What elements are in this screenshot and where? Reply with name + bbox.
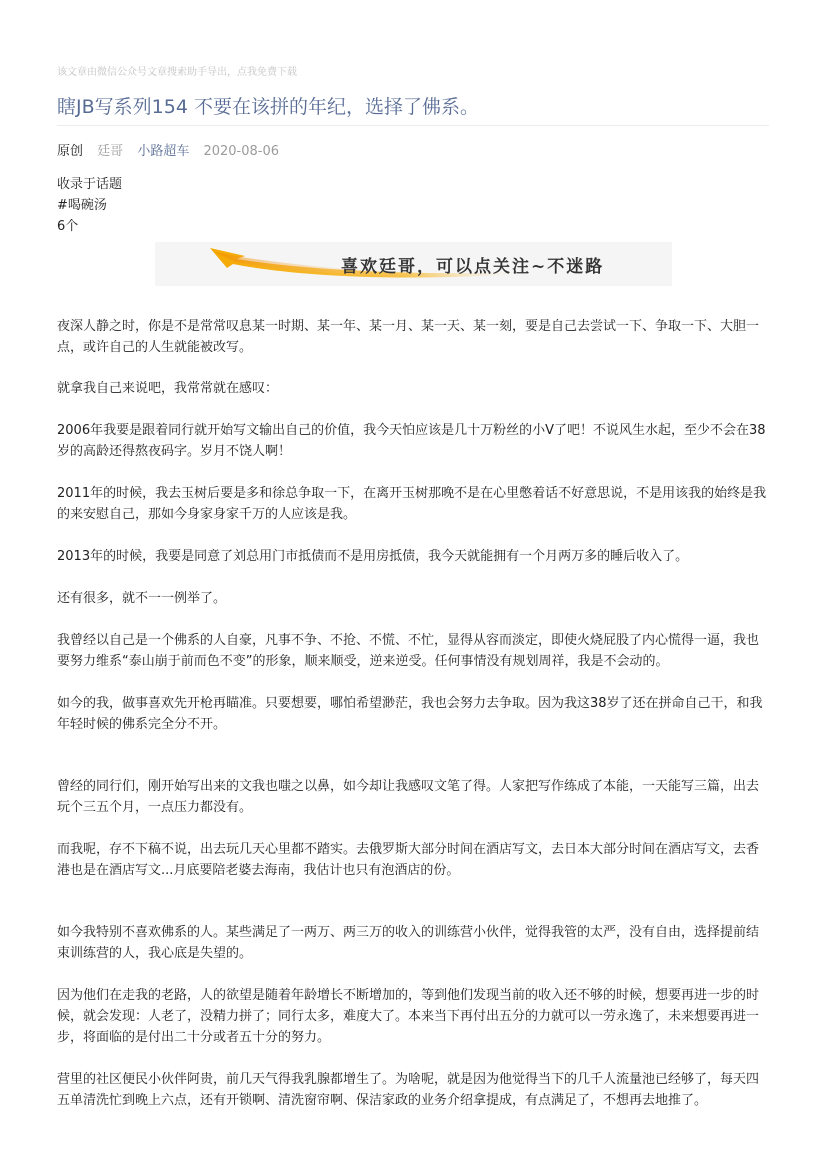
title-divider [57,125,769,126]
author-name: 廷哥 [97,144,124,159]
paragraph: 2011年的时候，我去玉树后要是多和徐总争取一下，在离开玉树那晚不是在心里憋着话不好意思说，不是用该我的始终是我的来安慰自己，那如今身家身家千万的人应该是我。 [57,486,767,522]
paragraph: 营里的社区便民小伙伴阿贵，前几天气得我乳腺都增生了。为啥呢，就是因为他觉得当下的几千人流量池已经够了，每天四五单清洗忙到晚上六点，还有开锁啊、清洗窗帘啊、保洁家政的业务介绍拿提成，有点满足了，不想再去地推了。 [57,1072,760,1108]
paragraph: 因为他们在走我的老路，人的欲望是随着年龄增长不断增加的，等到他们发现当前的收入还不够的时候，想要再进一步的时候，就会发现：人老了，没精力拼了；同行太多，难度大了。本来当下再付出五分的力就可以一劳永逸了，未来想要再进一步，将面临的是付出二十分或者五十分的努力。 [57,988,760,1045]
paragraph: 如今我特别不喜欢佛系的人。某些满足了一两万、两三万的收入的训练营小伙伴，觉得我管的太严，没有自由，选择提前结束训练营的人，我心底是失望的。 [57,925,760,961]
paragraph: 如今的我，做事喜欢先开枪再瞄准。只要想要，哪怕希望渺茫，我也会努力去争取。因为我这38岁了还在拼命自己干，和我年轻时候的佛系完全分不开。 [57,696,763,732]
article-meta [57,140,289,159]
topic-tag-link[interactable]: #喝碗汤 [57,198,107,213]
account-name-link[interactable]: 小路超车 [137,144,190,159]
paragraph: 2013年的时候，我要是同意了刘总用门市抵债而不是用房抵债，我今天就能拥有一个月两万多的睡后收入了。 [57,549,689,564]
paragraph: 而我呢，存不下稿不说，出去玩几天心里都不踏实。去俄罗斯大部分时间在酒店写文，去日本大部分时间在酒店写文，去香港也是在酒店写文...月底要陪老婆去海南，我估计也只有泡酒店的份。 [57,842,760,878]
paragraph: 曾经的同行们，刚开始写出来的文我也嗤之以鼻，如今却让我感叹文笔了得。人家把写作练成了本能，一天能写三篇，出去玩个三五个月，一点压力都没有。 [57,779,760,815]
paragraph: 就拿我自己来说吧，我常常就在感叹： [57,381,279,396]
topic-info [57,174,122,237]
export-note-link[interactable]: 该文章由微信公众号文章搜索助手导出，点我免费下载 [57,67,297,78]
article-title: 瞎JB写系列154 不要在该拼的年纪，选择了佛系。 [57,96,479,118]
paragraph: 2006年我要是跟着同行就开始写文输出自己的价值，我今天怕应该是几十万粉丝的小V了吧！不说风生水起，至少不会在38岁的高龄还得熬夜码字。岁月不饶人啊！ [57,423,766,459]
banner-text: 喜欢廷哥，可以点关注~不迷路 [341,257,605,277]
paragraph: 还有很多，就不一一例举了。 [57,591,227,606]
paragraph: 夜深人静之时，你是不是常常叹息某一时期、某一年、某一月、某一天、某一刻，要是自己去尝试一下、争取一下、大胆一点，或许自己的人生就能被改写。 [57,319,760,355]
topic-count: 6个 [57,219,79,234]
topic-label: 收录于话题 [57,177,123,192]
paragraph: 我曾经以自己是一个佛系的人自豪，凡事不争、不抢、不慌、不忙，显得从容而淡定，即使火烧屁股了内心慌得一逼，我也要努力维系“泰山崩于前而色不变”的形象，顺来顺受，逆来逆受。任何事情没有规划周祥，我是不会动的。 [57,633,760,669]
follow-banner [155,242,672,286]
original-badge: 原创 [57,144,84,159]
publish-date: 2020-08-06 [203,144,280,159]
